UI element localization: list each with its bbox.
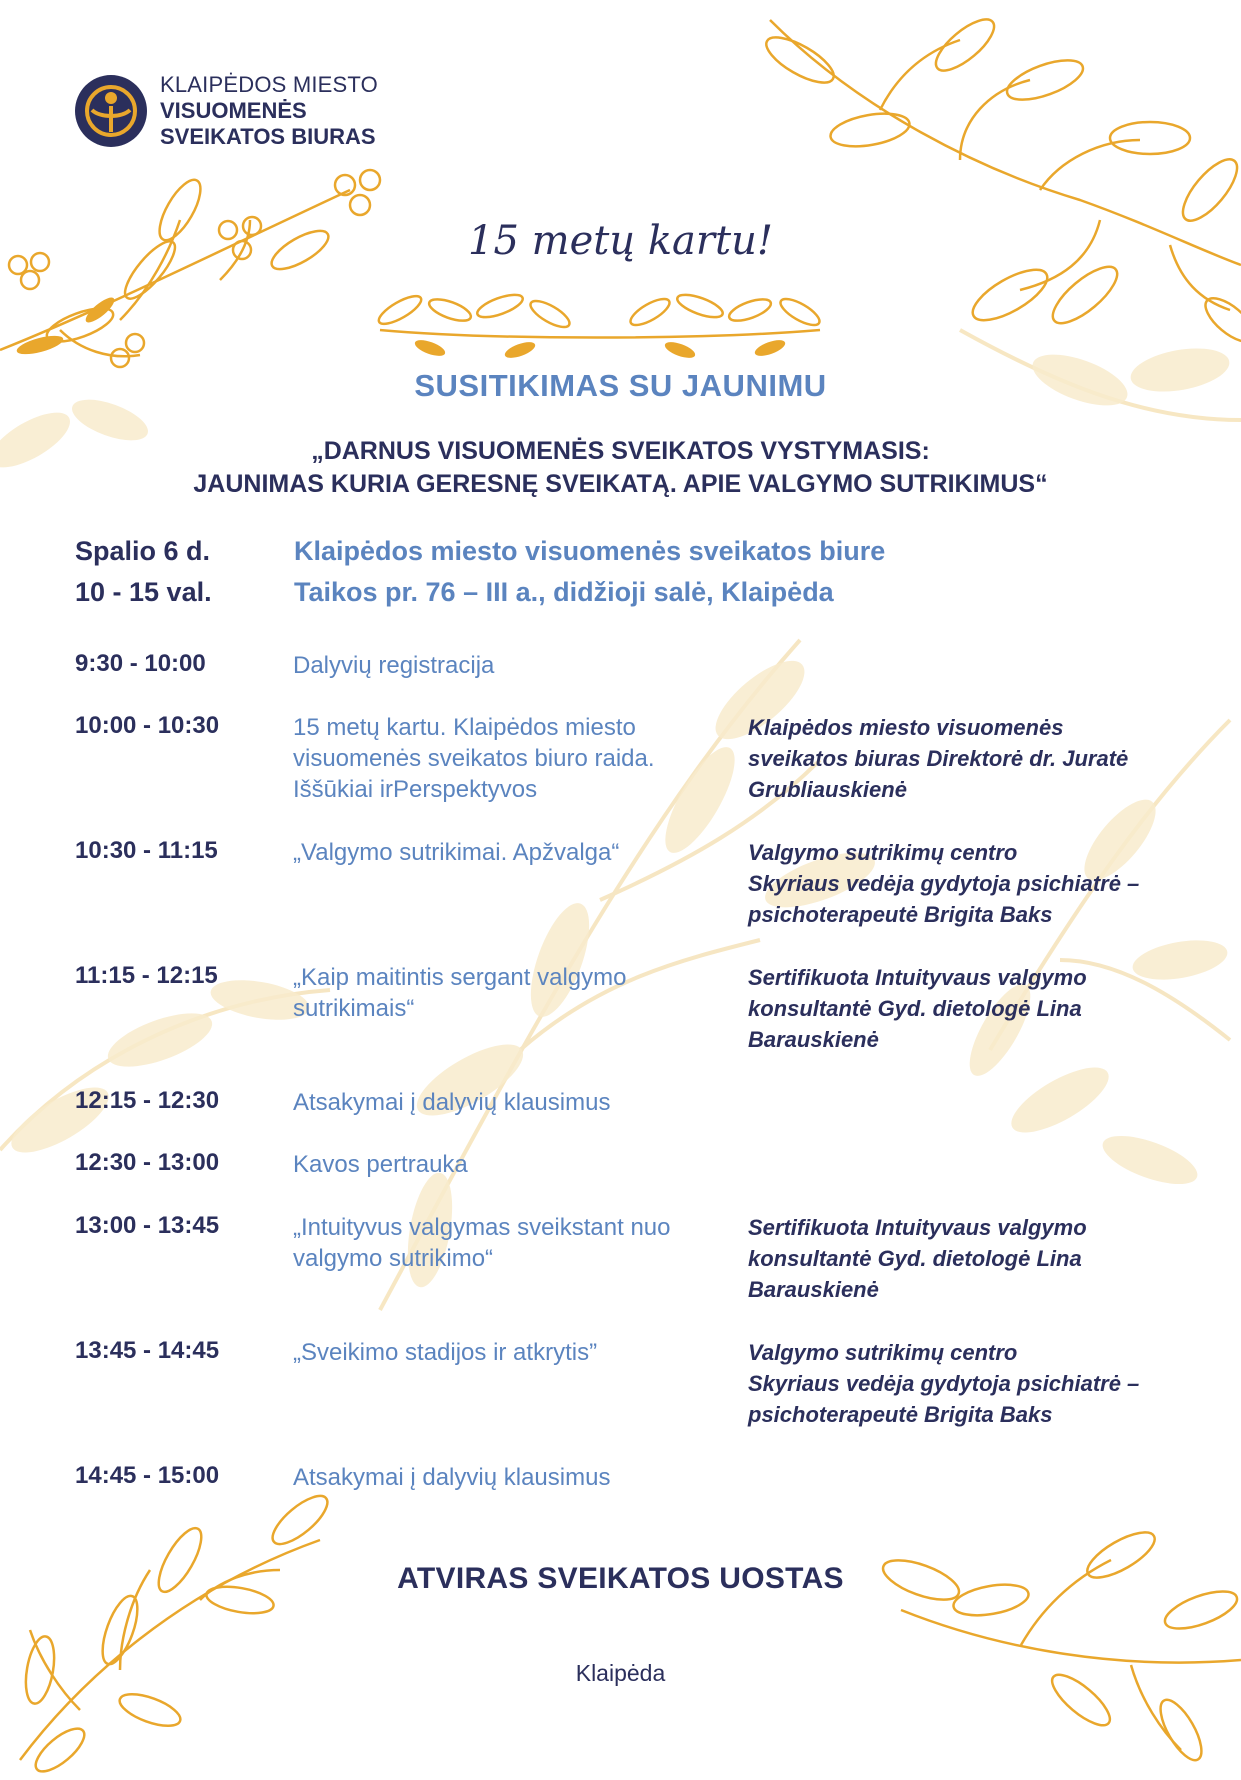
schedule-speaker: Sertifikuota Intuityvaus valgymo konsultantė Gyd. dietologė Lina Barauskienė xyxy=(748,1215,1087,1302)
schedule-topic: Dalyvių registracija xyxy=(293,652,495,679)
logo-emblem-icon xyxy=(74,74,148,148)
schedule-speaker: Klaipėdos miesto visuomenės sveikatos biuras Direktorė dr. Juratė Grubliauskienė xyxy=(748,715,1129,802)
event-theme xyxy=(0,435,1241,501)
logo-line-2: VISUOMENĖS xyxy=(160,98,307,123)
event-venue: Klaipėdos miesto visuomenės sveikatos biure xyxy=(294,536,886,566)
schedule-speaker: Valgymo sutrikimų centro Skyriaus vedėja gydytoja psichiatrė – psichoterapeutė Brigita Baks xyxy=(748,1340,1140,1427)
schedule-topic: 15 metų kartu. Klaipėdos miesto visuomenės sveikatos biuro raida. Iššūkiai irPerspektyvos xyxy=(293,714,655,803)
schedule-topic: Atsakymai į dalyvių klausimus xyxy=(293,1089,611,1116)
event-date: Spalio 6 d. xyxy=(75,536,211,566)
event-subtitle: SUSITIKIMAS SU JAUNIMU xyxy=(414,368,827,403)
event-time: 10 - 15 val. xyxy=(75,577,212,607)
schedule-topic: Atsakymai į dalyvių klausimus xyxy=(293,1464,611,1491)
logo-line-3: SVEIKATOS BIURAS xyxy=(160,124,376,149)
schedule-topic: „Kaip maitintis sergant valgymo sutrikimais“ xyxy=(293,964,627,1022)
gold-branch-bottom-left xyxy=(0,1480,380,1780)
schedule-topic: „Sveikimo stadijos ir atkrytis” xyxy=(293,1339,598,1366)
schedule-speaker: Valgymo sutrikimų centro Skyriaus vedėja gydytoja psichiatrė – psichoterapeutė Brigita Baks xyxy=(748,840,1140,927)
schedule-topic: Kavos pertrauka xyxy=(293,1151,468,1178)
schedule-time: 12:30 - 13:00 xyxy=(75,1149,220,1176)
gold-garland-center xyxy=(370,290,830,370)
schedule-time: 10:30 - 11:15 xyxy=(75,837,218,864)
theme-line-2: JAUNIMAS KURIA GERESNĘ SVEIKATĄ. APIE VALGYMO SUTRIKIMUS“ xyxy=(193,470,1048,498)
schedule-time: 13:45 - 14:45 xyxy=(75,1337,220,1364)
schedule-time: 9:30 - 10:00 xyxy=(75,650,206,677)
schedule-time: 14:45 - 15:00 xyxy=(75,1462,220,1489)
schedule-topic: „Valgymo sutrikimai. Apžvalga“ xyxy=(293,839,620,866)
event-address: Taikos pr. 76 – III a., didžioji salė, Klaipėda xyxy=(294,577,834,607)
schedule-time: 12:15 - 12:30 xyxy=(75,1087,220,1114)
logo-line-1: KLAIPĖDOS MIESTO xyxy=(160,72,378,97)
schedule-time: 10:00 - 10:30 xyxy=(75,712,220,739)
anniversary-heading: 15 metų kartu! xyxy=(468,218,773,264)
schedule-topic: „Intuityvus valgymas sveikstant nuo valgymo sutrikimo“ xyxy=(293,1214,671,1272)
gold-branch-bottom-right xyxy=(881,1500,1241,1760)
footer-city: Klaipėda xyxy=(575,1660,666,1686)
organization-logo xyxy=(74,72,378,150)
schedule-time: 11:15 - 12:15 xyxy=(75,962,218,989)
theme-line-1: „DARNUS VISUOMENĖS SVEIKATOS VYSTYMASIS: xyxy=(311,437,930,465)
schedule-speaker: Sertifikuota Intuityvaus valgymo konsultantė Gyd. dietologė Lina Barauskienė xyxy=(748,965,1087,1052)
schedule-time: 13:00 - 13:45 xyxy=(75,1212,220,1239)
footer-title: ATVIRAS SVEIKATOS UOSTAS xyxy=(397,1562,844,1595)
